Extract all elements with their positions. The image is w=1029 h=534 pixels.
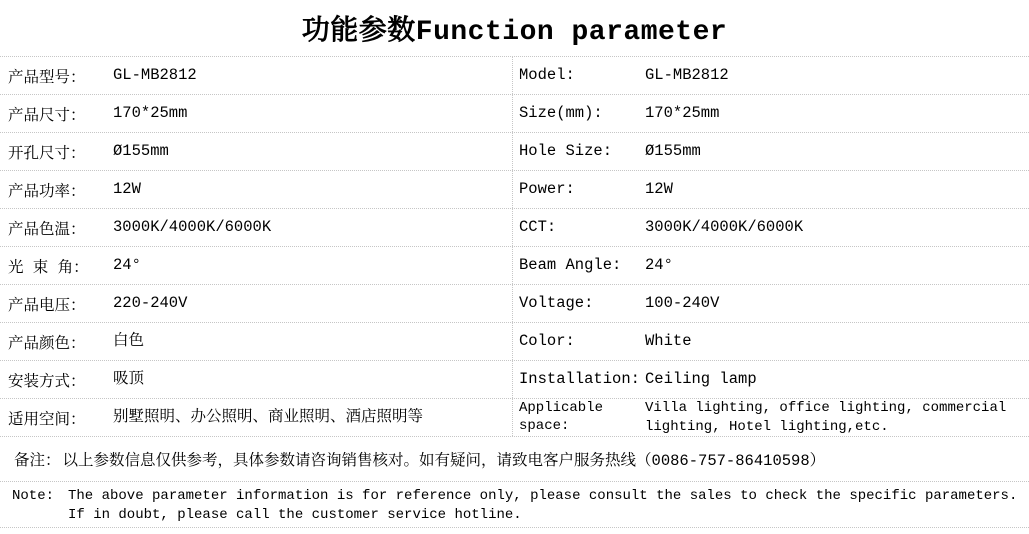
- cell-beam-angle-en: [512, 247, 1029, 284]
- value-applicable-space-en: Villa lighting, office lighting, commercial lighting, Hotel lighting,etc.: [645, 399, 1007, 435]
- value-hole-size-cn: Ø155mm: [113, 141, 169, 160]
- cell-size-en: [512, 95, 1029, 132]
- cell-power-cn: [0, 171, 512, 208]
- table-row-cct: [0, 209, 1029, 247]
- label-applicable-space-cn: 适用空间：: [8, 410, 86, 429]
- cell-cct-cn: [0, 209, 512, 246]
- value-voltage-cn: 220-240V: [113, 293, 188, 312]
- value-size-en: 170*25mm: [645, 103, 720, 122]
- value-beam-angle-en: 24°: [645, 255, 673, 274]
- value-voltage-en: 100-240V: [645, 293, 720, 312]
- label-applicable-space-en: Applicable space:: [519, 400, 604, 434]
- remark-row: [0, 437, 1029, 482]
- label-cct-en: CCT:: [519, 217, 557, 236]
- label-installation-en: Installation:: [519, 369, 640, 388]
- value-power-en: 12W: [645, 179, 673, 198]
- label-installation-cn: 安装方式：: [8, 372, 86, 391]
- note-line-2: If in doubt, please call the customer service hotline.: [68, 507, 522, 523]
- table-row-hole-size: [0, 133, 1029, 171]
- cell-installation-en: [512, 361, 1029, 398]
- table-row-beam-angle: [0, 247, 1029, 285]
- cell-hole-size-cn: [0, 133, 512, 170]
- remark-label: 备注：: [14, 452, 61, 470]
- cell-installation-cn: [0, 361, 512, 398]
- label-power-en: Power:: [519, 179, 575, 198]
- cell-power-en: [512, 171, 1029, 208]
- value-model-cn: GL-MB2812: [113, 65, 197, 84]
- cell-model-cn: [0, 57, 512, 94]
- value-applicable-space-cn: 别墅照明、办公照明、商业照明、酒店照明等: [113, 407, 424, 426]
- label-voltage-en: Voltage:: [519, 293, 594, 312]
- note-text: [68, 487, 1017, 525]
- label-model-cn: 产品型号：: [8, 68, 86, 87]
- label-cct-cn: 产品色温：: [8, 220, 86, 239]
- value-power-cn: 12W: [113, 179, 141, 198]
- cell-model-en: [512, 57, 1029, 94]
- cell-hole-size-en: [512, 133, 1029, 170]
- value-installation-cn: 吸顶: [113, 369, 145, 388]
- label-hole-size-en: Hole Size:: [519, 141, 613, 160]
- label-color-en: Color:: [519, 331, 575, 350]
- value-size-cn: 170*25mm: [113, 103, 188, 122]
- cell-applicable-space-cn: [0, 399, 512, 436]
- table-row-color: [0, 323, 1029, 361]
- value-installation-en: Ceiling lamp: [645, 369, 757, 388]
- cell-voltage-cn: [0, 285, 512, 322]
- note-line-1: The above parameter information is for reference only, please consult the sales to check the specific parameters.: [68, 488, 1018, 504]
- cell-beam-angle-cn: [0, 247, 512, 284]
- label-size-en: Size(mm):: [519, 103, 603, 122]
- label-voltage-cn: 产品电压：: [8, 296, 86, 315]
- cell-cct-en: [512, 209, 1029, 246]
- value-hole-size-en: Ø155mm: [645, 141, 701, 160]
- value-color-cn: 白色: [113, 331, 145, 350]
- page-title: 功能参数Function parameter: [301, 17, 728, 48]
- remark-text: 以上参数信息仅供参考，具体参数请咨询销售核对。如有疑问，请致电客户服务热线（0086-757-86410598）: [62, 452, 826, 470]
- cell-size-cn: [0, 95, 512, 132]
- label-beam-angle-cn: 光 束 角：: [8, 258, 89, 277]
- value-cct-en: 3000K/4000K/6000K: [645, 217, 804, 236]
- cell-applicable-space-en: [512, 399, 1029, 436]
- value-cct-cn: 3000K/4000K/6000K: [113, 217, 272, 236]
- table-row-installation: [0, 361, 1029, 399]
- value-beam-angle-cn: 24°: [113, 255, 141, 274]
- note-label: Note:: [12, 488, 55, 504]
- note-row: [0, 482, 1029, 528]
- table-row-applicable-space: [0, 399, 1029, 437]
- table-row-model: [0, 57, 1029, 95]
- value-model-en: GL-MB2812: [645, 65, 729, 84]
- label-power-cn: 产品功率：: [8, 182, 86, 201]
- table-row-power: [0, 171, 1029, 209]
- table-row-size: [0, 95, 1029, 133]
- cell-voltage-en: [512, 285, 1029, 322]
- label-size-cn: 产品尺寸：: [8, 106, 86, 125]
- label-beam-angle-en: Beam Angle:: [519, 255, 622, 274]
- label-color-cn: 产品颜色：: [8, 334, 86, 353]
- value-color-en: White: [645, 331, 692, 350]
- cell-color-cn: [0, 323, 512, 360]
- label-hole-size-cn: 开孔尺寸：: [8, 144, 86, 163]
- title-bar: [0, 0, 1029, 57]
- cell-color-en: [512, 323, 1029, 360]
- label-model-en: Model:: [519, 65, 575, 84]
- table-row-voltage: [0, 285, 1029, 323]
